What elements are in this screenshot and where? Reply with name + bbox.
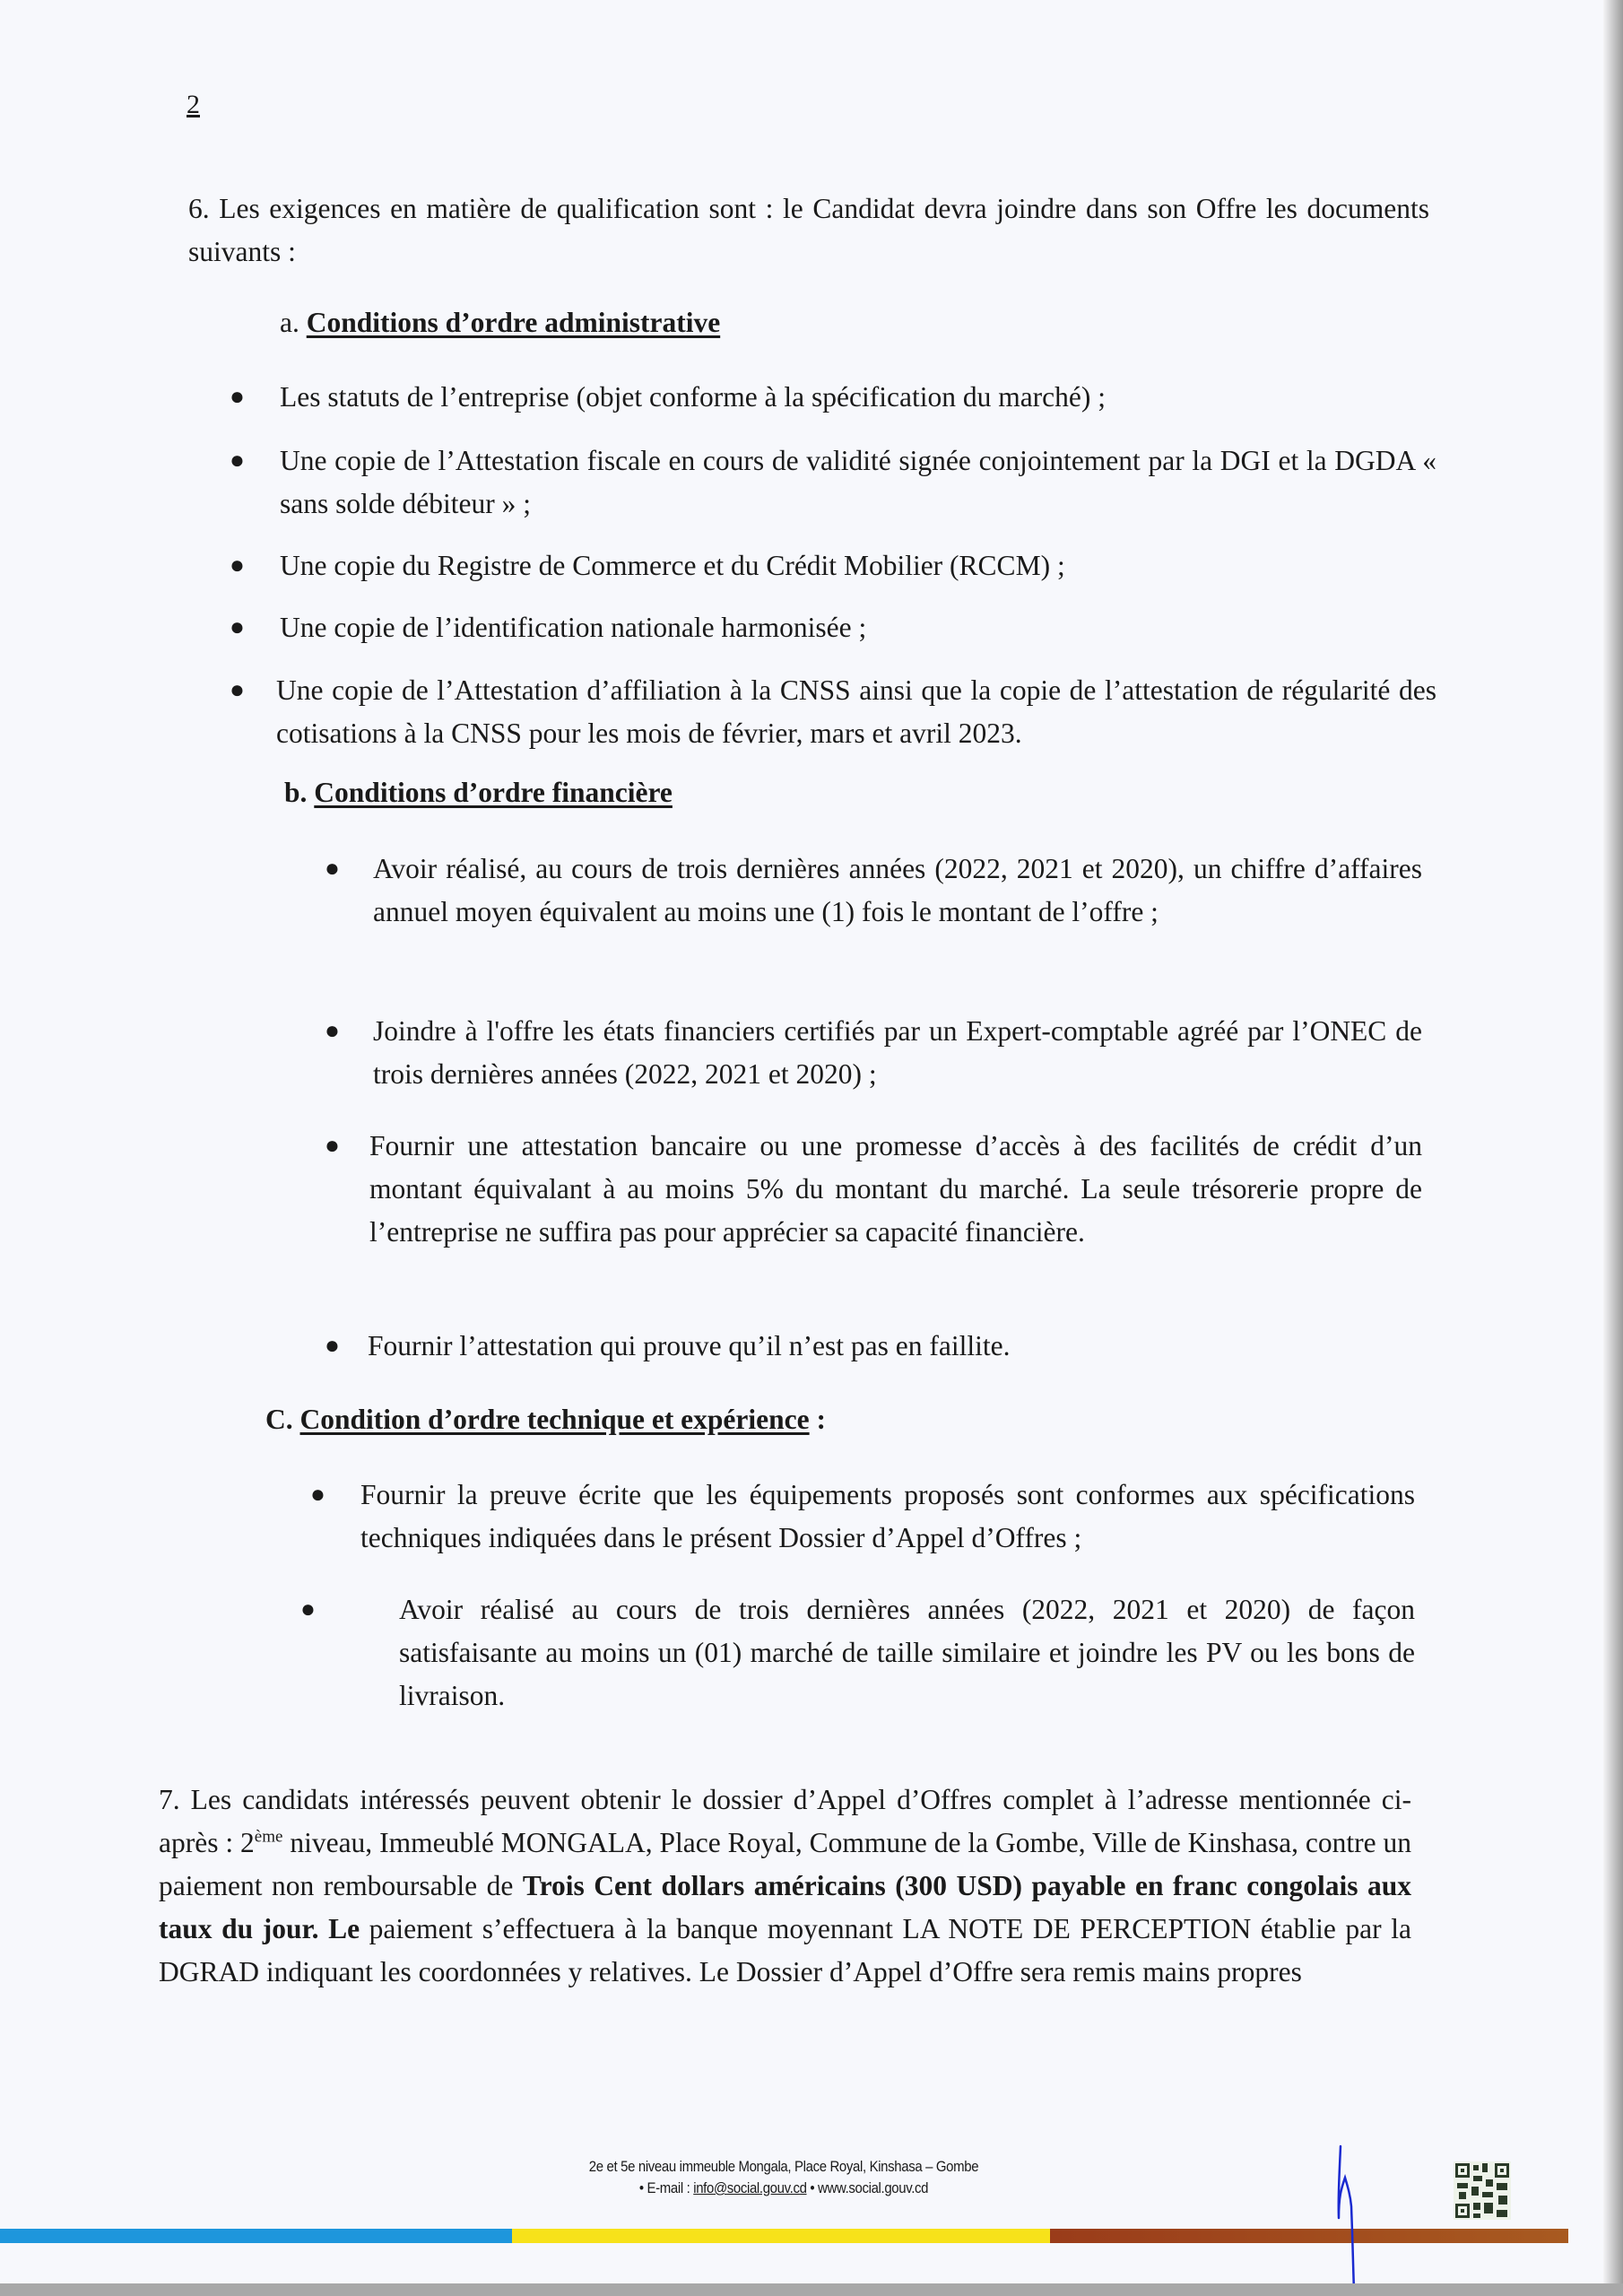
list-item: Fournir l’attestation qui prouve qu’il n’est pas en faillite. bbox=[368, 1330, 1011, 1361]
section7-bold-text: Trois Cent dollars américains (300 USD) payable en franc congolais aux taux du jour. Le bbox=[159, 1870, 1412, 1944]
heading-title: Conditions d’ordre financière bbox=[314, 777, 673, 808]
bullet-icon: ● bbox=[325, 1132, 340, 1160]
heading-prefix: C. bbox=[265, 1404, 300, 1435]
flag-bar-blue bbox=[0, 2229, 512, 2243]
heading-administrative bbox=[280, 301, 720, 344]
list-item: Avoir réalisé au cours de trois dernières années (2022, 2021 et 2020) de façon satisfaisante au moins un (01) marché de taille similaire et joindre les PV ou les bons de livraison. bbox=[399, 1594, 1415, 1711]
footer-website[interactable]: • www.social.gouv.cd bbox=[806, 2179, 929, 2196]
flag-bar-yellow bbox=[512, 2229, 1050, 2243]
list-item: Joindre à l'offre les états financiers certifiés par un Expert-comptable agréé par l’ONEC de trois dernières années (2022, 2021 et 2020) ; bbox=[373, 1015, 1422, 1090]
list-item: Une copie de l’Attestation d’affiliation à la CNSS ainsi que la copie de l’attestation de régularité des cotisations à la CNSS pour les mois de février, mars et avril 2023. bbox=[276, 674, 1436, 749]
page-number: 2 bbox=[187, 90, 200, 119]
footer-address: 2e et 5e niveau immeuble Mongala, Place Royal, Kinshasa – Gombe bbox=[588, 2158, 979, 2175]
footer-address-block bbox=[547, 2156, 1020, 2199]
section7-text: paiement s’effectuera à la banque moyennant LA NOTE DE PERCEPTION établie par la DGRAD indiquant les coordonnées y relatives. Le Dossier d’Appel d’Offre sera remis mains propres bbox=[159, 1913, 1411, 1987]
heading-suffix: : bbox=[809, 1404, 826, 1435]
page-edge-shadow bbox=[1603, 0, 1623, 2296]
footer-email-label: • E-mail : bbox=[638, 2179, 694, 2196]
list-item: Avoir réalisé, au cours de trois dernières années (2022, 2021 et 2020), un chiffre d’affaires annuel moyen équivalent au moins une (1) fois le montant de l’offre ; bbox=[373, 853, 1422, 927]
list-item: Une copie de l’identification nationale harmonisée ; bbox=[280, 612, 867, 643]
list-item: Fournir une attestation bancaire ou une promesse d’accès à des facilités de crédit d’un montant équivalant à au moins 5% du montant du marché. La seule trésorerie propre de l’entreprise ne suffira pas pour apprécier sa capacité financière. bbox=[369, 1130, 1422, 1248]
heading-technical bbox=[265, 1398, 826, 1441]
signature-mark bbox=[1327, 2142, 1363, 2294]
bullet-icon: ● bbox=[230, 552, 245, 579]
bullet-icon: ● bbox=[325, 1332, 340, 1360]
section7-text: 7. Les candidats intéressés peuvent obtenir le dossier d’Appel d’Offres complet à l’adresse mentionnée ci-après : 2 bbox=[159, 1784, 1411, 1858]
list-item: Une copie du Registre de Commerce et du Crédit Mobilier (RCCM) ; bbox=[280, 550, 1065, 581]
section7-text: niveau, Immeublé MONGALA, Place Royal, Commune de la Gombe, Ville de Kinshasa, contre un paiement non remboursable de bbox=[159, 1827, 1411, 1901]
bullet-icon: ● bbox=[230, 676, 245, 704]
footer-contact bbox=[547, 2178, 1020, 2199]
flag-bar-brown bbox=[1050, 2229, 1568, 2243]
bullet-icon: ● bbox=[230, 447, 245, 474]
heading-title: Conditions d’ordre administrative bbox=[306, 307, 721, 338]
heading-title: Condition d’ordre technique et expérience bbox=[299, 1404, 810, 1435]
bullet-icon: ● bbox=[325, 855, 340, 883]
heading-financial bbox=[284, 771, 673, 814]
footer-email-link[interactable]: info@social.gouv.cd bbox=[693, 2179, 807, 2196]
bullet-icon: ● bbox=[230, 383, 245, 411]
list-item: Une copie de l’Attestation fiscale en cours de validité signée conjointement par la DGI et la DGDA « sans solde débiteur » ; bbox=[280, 445, 1436, 519]
scan-bottom-edge bbox=[0, 2283, 1623, 2296]
section7-paragraph bbox=[159, 1779, 1411, 1994]
section6-intro: 6. Les exigences en matière de qualification sont : le Candidat devra joindre dans son Offre les documents suivants : bbox=[188, 193, 1429, 267]
list-item: Les statuts de l’entreprise (objet conforme à la spécification du marché) ; bbox=[280, 381, 1107, 413]
qr-code-icon bbox=[1454, 2161, 1511, 2220]
bullet-icon: ● bbox=[310, 1481, 325, 1509]
bullet-icon: ● bbox=[325, 1017, 340, 1045]
list-item: Fournir la preuve écrite que les équipements proposés sont conformes aux spécifications techniques indiquées dans le présent Dossier d’Appel d’Offres ; bbox=[360, 1479, 1415, 1553]
superscript: ème bbox=[254, 1827, 283, 1847]
heading-prefix: a. bbox=[280, 307, 307, 338]
bullet-icon: ● bbox=[300, 1596, 316, 1623]
heading-prefix: b. bbox=[284, 777, 315, 808]
bullet-icon: ● bbox=[230, 613, 245, 641]
